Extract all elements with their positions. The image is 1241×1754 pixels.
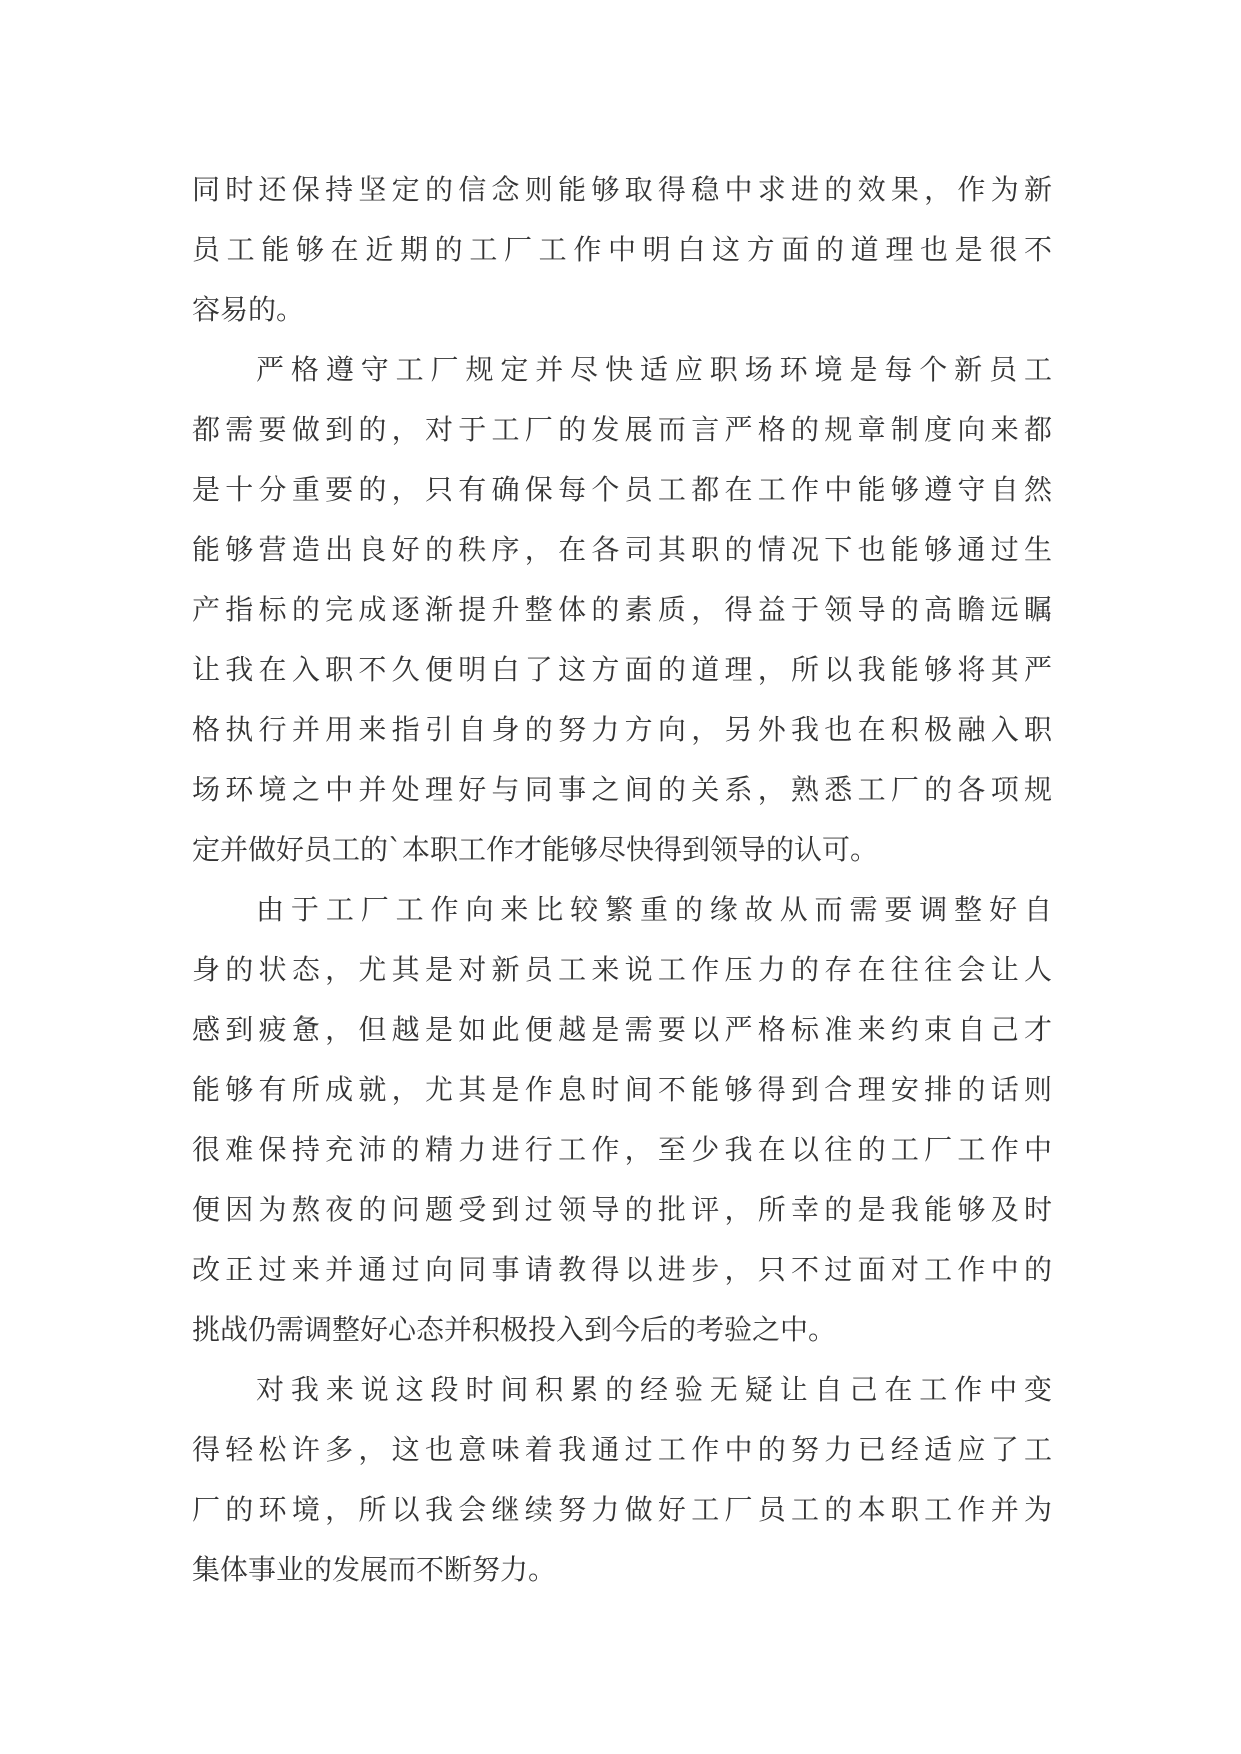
text-line: 能够有所成就，尤其是作息时间不能够得到合理安排的话则 [192,1073,1052,1106]
text-line: 感到疲惫，但越是如此便越是需要以严格标准来约束自己才 [192,1013,1052,1046]
text-line: 让我在入职不久便明白了这方面的道理，所以我能够将其严 [192,653,1052,686]
text-line: 定并做好员工的`本职工作才能够尽快得到领导的认可。 [192,833,879,866]
text-line: 身的状态，尤其是对新员工来说工作压力的存在往往会让人 [192,953,1052,986]
paragraph-2 [192,340,1052,880]
paragraph-3 [192,880,1052,1360]
text-line: 格执行并用来指引自身的努力方向，另外我也在积极融入职 [192,713,1052,746]
text-line: 厂的环境，所以我会继续努力做好工厂员工的本职工作并为 [192,1493,1052,1526]
paragraph-4 [192,1360,1052,1600]
text-line: 是十分重要的，只有确保每个员工都在工作中能够遵守自然 [192,473,1052,506]
text-line: 都需要做到的，对于工厂的发展而言严格的规章制度向来都 [192,413,1052,446]
text-line: 由于工厂工作向来比较繁重的缘故从而需要调整好自 [256,893,1052,926]
text-line: 挑战仍需调整好心态并积极投入到今后的考验之中。 [192,1313,837,1346]
text-line: 场环境之中并处理好与同事之间的关系，熟悉工厂的各项规 [192,773,1052,806]
text-line: 对我来说这段时间积累的经验无疑让自己在工作中变 [256,1373,1052,1406]
text-line: 产指标的完成逐渐提升整体的素质，得益于领导的高瞻远瞩 [192,593,1052,626]
paragraph-1 [192,160,1052,340]
text-line: 严格遵守工厂规定并尽快适应职场环境是每个新员工 [256,353,1052,386]
document-body [192,160,1052,1600]
text-line: 容易的。 [192,293,305,326]
text-line: 集体事业的发展而不断努力。 [192,1553,557,1586]
text-line: 便因为熬夜的问题受到过领导的批评，所幸的是我能够及时 [192,1193,1052,1226]
text-line: 能够营造出良好的秩序，在各司其职的情况下也能够通过生 [192,533,1052,566]
text-line: 很难保持充沛的精力进行工作，至少我在以往的工厂工作中 [192,1133,1052,1166]
text-line: 同时还保持坚定的信念则能够取得稳中求进的效果，作为新 [192,173,1052,206]
text-line: 得轻松许多，这也意味着我通过工作中的努力已经适应了工 [192,1433,1052,1466]
text-line: 员工能够在近期的工厂工作中明白这方面的道理也是很不 [192,233,1052,266]
text-line: 改正过来并通过向同事请教得以进步，只不过面对工作中的 [192,1253,1052,1286]
